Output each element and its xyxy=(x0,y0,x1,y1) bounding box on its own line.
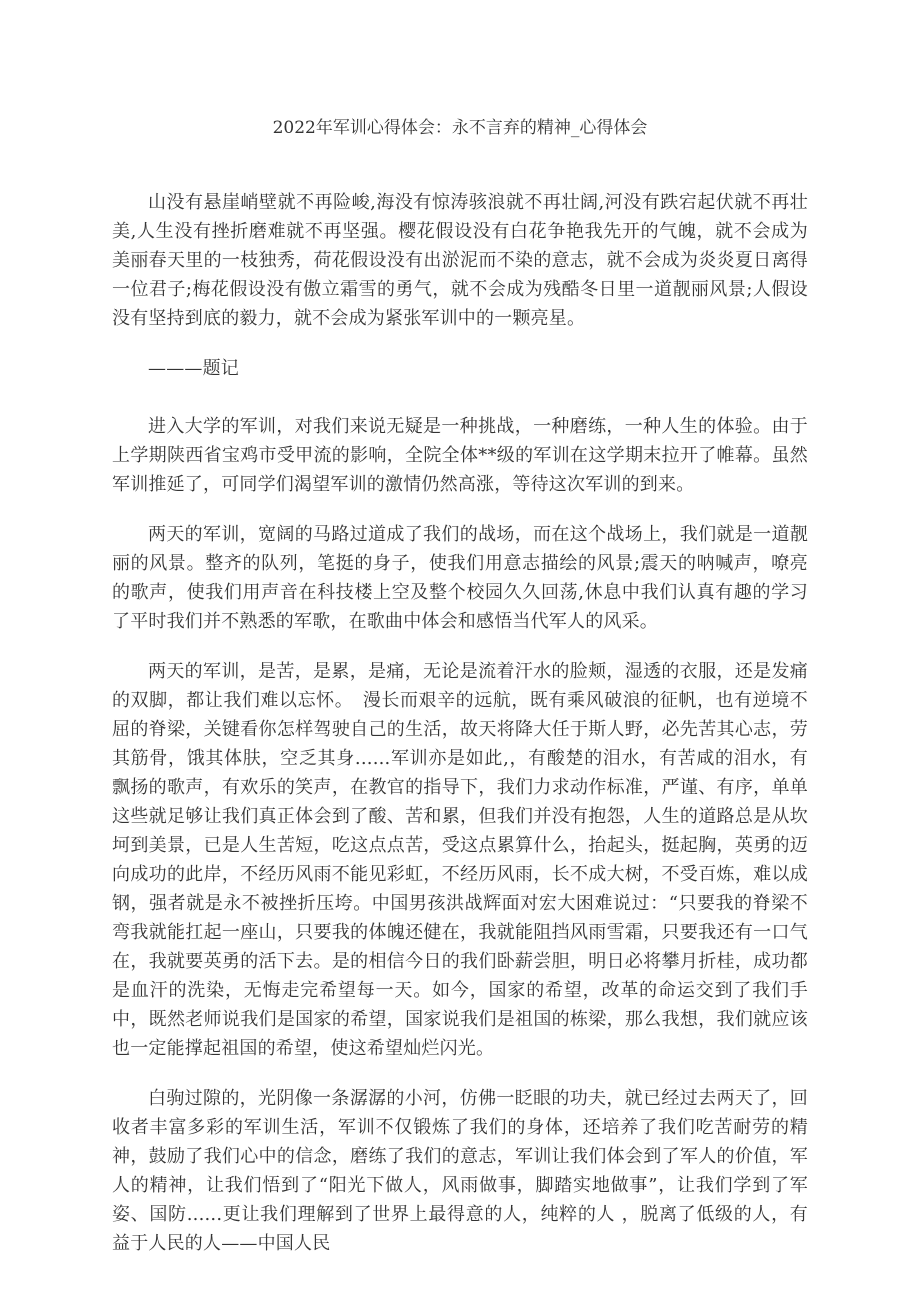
paragraph-intro: 进入大学的军训，对我们来说无疑是一种挑战，一种磨练，一种人生的体验。由于上学期陕西省宝鸡市受甲流的影响，全院全体**级的军训在这学期末拉开了帷幕。虽然军训推延了，可同学们渴望军训的激情仍然高涨，等待这次军训的到来。 xyxy=(112,416,808,495)
paragraph-hardship-reflection: 两天的军训，是苦，是累，是痛，无论是流着汗水的脸颊，湿透的衣服，还是发痛的双脚，都让我们难以忘怀。 漫长而艰辛的远航，既有乘风破浪的征帆，也有逆境不屈的脊梁，关键看你怎样驾驶自己的生活，故天将降大任于斯人野，必先苦其心志，劳其筋骨，饿其体肤，空乏其身......军训亦是如此,，有酸楚的泪水，有苦咸的泪水，有飘扬的歌声，有欢乐的笑声，在教官的指导下，我们力求动作标准，严谨、有序，单单这些就足够让我们真正体会到了酸、苦和累，但我们并没有抱怨，人生的道路总是从坎坷到美景，已是人生苦短，吃这点点苦，受这点累算什么，抬起头，挺起胸，英勇的迈向成功的此岸，不经历风雨不能见彩虹，不经历风雨，长不成大树，不受百炼，难以成钢，强者就是永不被挫折压垮。中国男孩洪战辉面对宏大困难说过：“只要我的脊梁不弯我就能扛起一座山，只要我的体魄还健在，我就能阻挡风雨雪霜，只要我还有一口气在，我就要英勇的活下去。是的相信今日的我们卧薪尝胆，明日必将攀月折桂，成功都是血汗的洗染，无悔走完希望每一天。如今，国家的希望，改革的命运交到了我们手中，既然老师说我们是国家的希望，国家说我们是祖国的栋梁，那么我想，我们就应该也一定能撑起祖国的希望，使这希望灿烂闪光。 xyxy=(112,661,808,1059)
paragraph-opening: 山没有悬崖峭壁就不再险峻,海没有惊涛骇浪就不再壮阔,河没有跌宕起伏就不再壮美,人生没有挫折磨难就不再坚强。樱花假设没有白花争艳我先开的气魄，就不会成为美丽春天里的一枝独秀，荷花假设没有出淤泥而不染的意志，就不会成为炎炎夏日离得一位君子;梅花假设没有傲立霜雪的勇气，就不会成为残酷冬日里一道靓丽风景;人假设没有坚持到底的毅力，就不会成为紧张军训中的一颗亮星。 xyxy=(112,192,808,329)
epigraph-line: ———题记 xyxy=(148,358,239,379)
document-title: 2022年军训心得体会：永不言弃的精神_心得体会 xyxy=(272,118,648,138)
paragraph-training-scene: 两天的军训，宽阔的马路过道成了我们的战场，而在这个战场上，我们就是一道靓丽的风景。整齐的队列，笔挺的身子，使我们用意志描绘的风景;震天的呐喊声，嘹亮的歌声，使我们用声音在科技楼上空及整个校园久久回荡,休息中我们认真有趣的学习了平时我们并不熟悉的军歌，在歌曲中体会和感悟当代军人的风采。 xyxy=(112,524,808,632)
paragraph-closing: 白驹过隙的，光阴像一条潺潺的小河，仿佛一眨眼的功夫，就已经过去两天了，回收者丰富多彩的军训生活，军训不仅锻炼了我们的身体，还培养了我们吃苦耐劳的精神，鼓励了我们心中的信念，磨练了我们的意志，军训让我们体会到了军人的价值，军人的精神，让我们悟到了“阳光下做人，风雨做事，脚踏实地做事”，让我们学到了军姿、国防......更让我们理解到了世界上最得意的人，纯粹的人 ，脱离了低级的人，有益于人民的人——中国人民 xyxy=(112,1088,808,1254)
